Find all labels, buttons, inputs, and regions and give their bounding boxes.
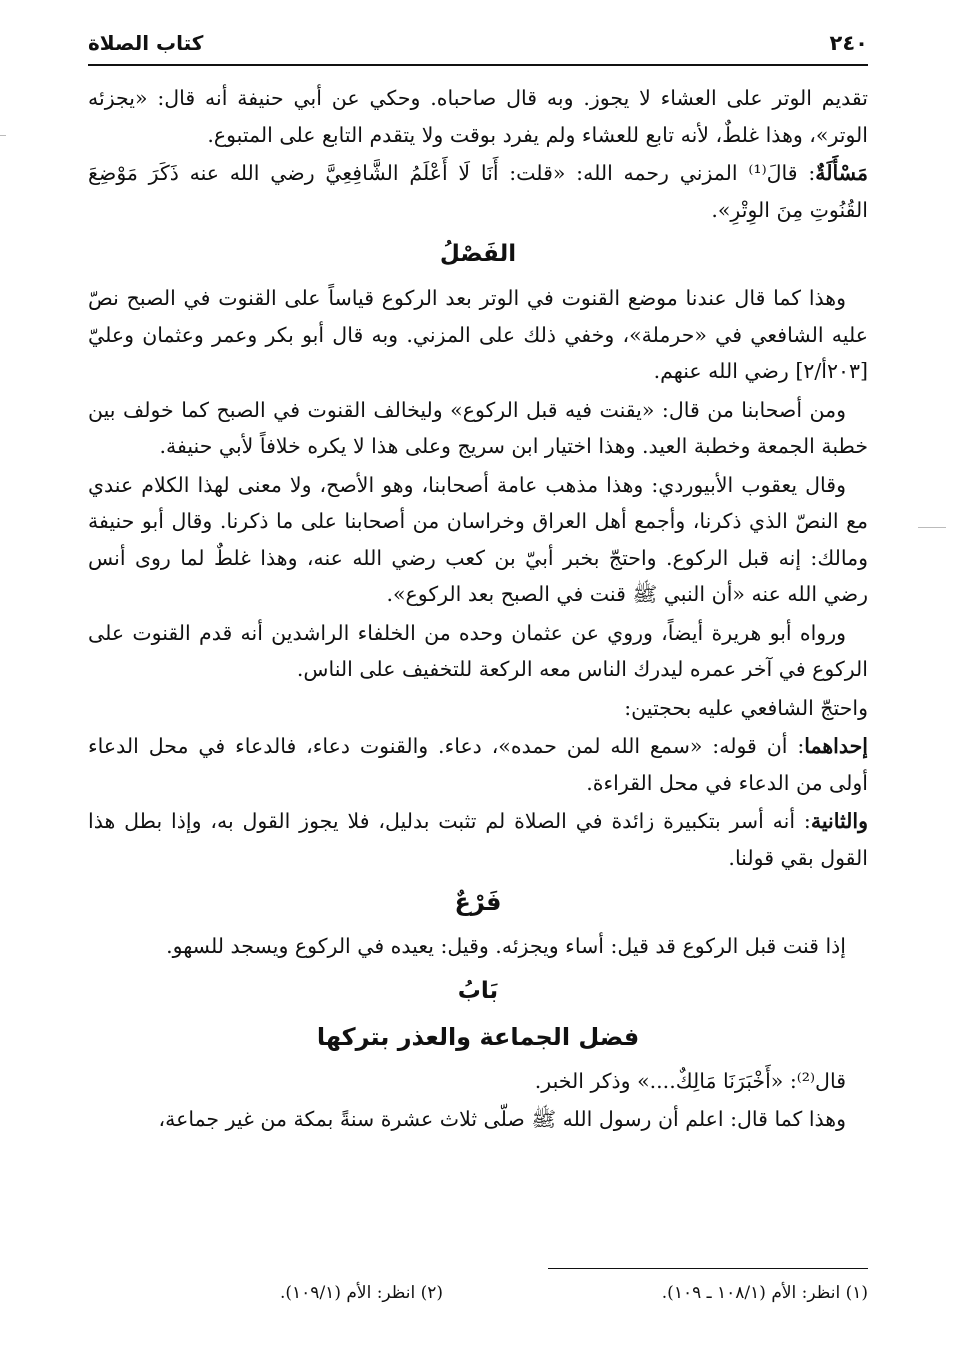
footnote-1: (١) انظر: الأم (١٠٨/١ ـ ١٠٩). bbox=[661, 1283, 868, 1303]
chapter-subtitle: فضل الجماعة والعذر بتركها bbox=[316, 1022, 640, 1051]
far-paragraph: إذا قنت قبل الركوع قد قيل: أساء ويجزئه. وقيل: يعيده في الركوع ويسجد للسهو. bbox=[166, 934, 846, 958]
section-heading-fasl: الفَصْلُ bbox=[439, 241, 517, 267]
chapter-paragraph-2: وهذا كما قال: اعلم أن رسول الله ﷺ صلّى ثلاث عشرة سنةً بمكة من غير جماعة، bbox=[158, 1107, 846, 1131]
first-argument-label: إحداهما bbox=[804, 734, 868, 758]
margin-mark bbox=[0, 135, 6, 136]
first-argument bbox=[88, 728, 868, 801]
running-header bbox=[88, 22, 868, 66]
footnote-divider bbox=[548, 1268, 868, 1269]
chapter-heading-bab: بَابُ bbox=[457, 977, 499, 1004]
fasl-paragraph-2: ومن أصحابنا من قال: «يقنت فيه قبل الركوع» وليخالف القنوت في الصبح كما خولف بين خطبة الجمعة وخطبة العيد. وهذا اختيار ابن سريج وعلى هذا لا يكره خلافاً لأبي حنيفة. bbox=[88, 397, 868, 458]
masala-text: : قالَ⁽¹⁾ المزني رحمه الله: «قلت: أَنَا لَا أَعْلَمُ الشَّافِعِيَّ رضي الله عنه ذَكَرَ مَوْضِعَ القُنُوتِ مِنَ الوِتْرِ». bbox=[88, 161, 868, 222]
fasl-paragraph-4: ورواه أبو هريرة أيضاً، وروي عن عثمان وحده من الخلفاء الراشدين أنه قدم القنوت على الركوع في آخر عمره ليدرك الناس معه الركعة للتخفيف على الناس. bbox=[88, 620, 868, 681]
paragraph-intro: تقديم الوتر على العشاء لا يجوز. وبه قال صاحباه. وحكي عن أبي حنيفة أنه قال: «يجزئه الوتر»، وهذا غلطٌ، لأنه تابع للعشاء ولم يفرد بوقت ولا يتقدم التابع على المتبوع. bbox=[88, 86, 868, 147]
section-heading-far: فَرْعٌ bbox=[454, 888, 502, 916]
book-page bbox=[88, 22, 868, 1140]
fasl-paragraph-1: وهذا كما قال عندنا موضع القنوت في الوتر بعد الركوع قياساً على القنوت في الصبح نصّ عليه الشافعي في «حرملة»، وخفي ذلك على المزني. وبه قال أبو بكر وعمر وعثمان وعليّ [٢٠٣أ/٢] رضي الله عنهم. bbox=[88, 286, 868, 383]
second-argument bbox=[88, 803, 868, 876]
margin-mark bbox=[918, 527, 946, 528]
fasl-paragraph-5: واحتجّ الشافعي عليه بحجتين: bbox=[624, 695, 868, 720]
footnote-2: (٢) انظر: الأم (١٠٩/١). bbox=[280, 1283, 444, 1303]
second-argument-text: : أنه أسر بتكبيرة زائدة في الصلاة لم تثبت بدليل، فلا يجوز القول به، وإذا بطل هذا القول بقي قولنا. bbox=[88, 809, 868, 870]
book-title: كتاب الصلاة bbox=[88, 31, 204, 55]
page-number: ٢٤٠ bbox=[829, 31, 868, 55]
chapter-paragraph-1: قال⁽²⁾: «أَخْبَرَنَا مَالِكٌ....» وذكر الخبر. bbox=[534, 1068, 846, 1093]
first-argument-text: : أن قوله: «سمع الله لمن حمده»، دعاء. والقنوت دعاء، فالدعاء في محل الدعاء أولى من الدعاء في محل القراءة. bbox=[88, 734, 868, 795]
masala-paragraph bbox=[88, 155, 868, 228]
page-body bbox=[88, 80, 868, 1138]
second-argument-label: والثانية bbox=[810, 809, 868, 833]
footnotes bbox=[280, 1278, 868, 1308]
fasl-paragraph-3: وقال يعقوب الأبيوردي: وهذا مذهب عامة أصحابنا، وهو الأصح، ولا معنى لهذا الكلام عندي مع النصّ الذي ذكرنا، وأجمع أهل العراق وخراسان من أصحابنا على ما ذكرنا. وقال أبو حنيفة ومالك: إنه قبل الركوع. واحتجّ بخبر أبيّ بن كعب رضي الله عنه، وهذا غلطٌ لما روى أنس رضي الله عنه «أن النبي ﷺ قنت في الصبح بعد الركوع». bbox=[88, 472, 868, 606]
masala-label: مَسْأَلَةٌ bbox=[815, 161, 869, 185]
